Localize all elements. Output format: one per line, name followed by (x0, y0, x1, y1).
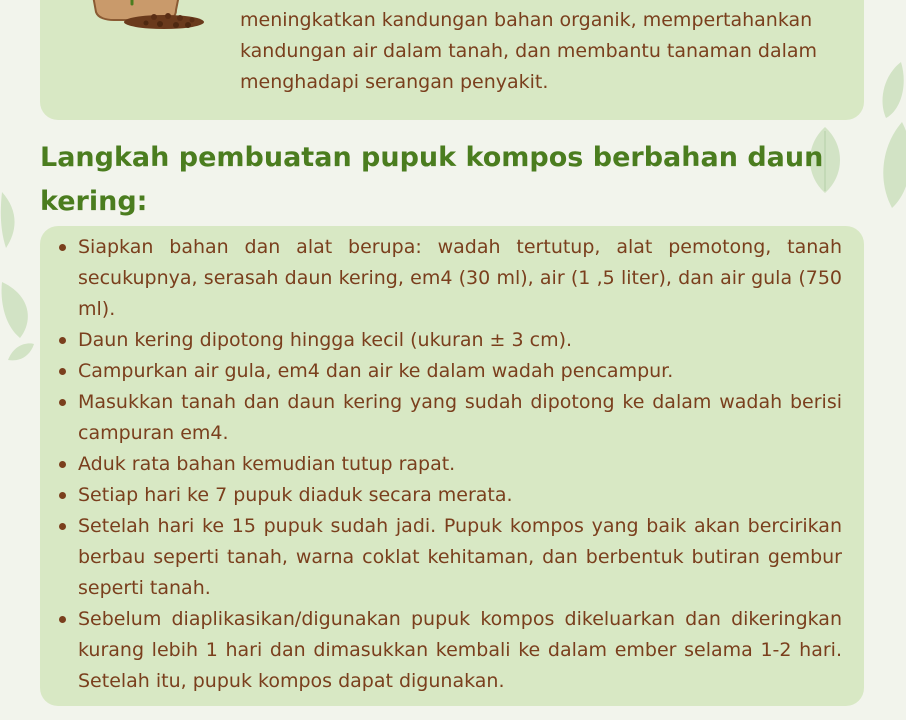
section-heading: Langkah pembuatan pupuk kompos berbahan daun kering: (40, 142, 824, 217)
leaf-icon (876, 60, 906, 120)
leaf-icon (0, 280, 36, 340)
list-item: Setiap hari ke 7 pupuk diaduk secara merata. (56, 480, 842, 511)
list-item: Daun kering dipotong hingga kecil (ukuran ± 3 cm). (56, 325, 842, 356)
list-item: Campurkan air gula, em4 dan air ke dalam wadah pencampur. (56, 356, 842, 387)
leaf-icon (6, 340, 36, 364)
intro-line: menghadapi serangan penyakit. (240, 71, 549, 93)
list-item: Setelah hari ke 15 pupuk sudah jadi. Pupuk kompos yang baik akan bercirikan berbau seperti tanah, warna coklat kehitaman, dan berbentuk butiran gembur seperti tanah. (56, 511, 842, 604)
compost-sack-icon (84, 0, 214, 38)
list-item: Aduk rata bahan kemudian tutup rapat. (56, 449, 842, 480)
intro-text (240, 5, 850, 98)
list-item: Sebelum diaplikasikan/digunakan pupuk kompos dikeluarkan dan dikeringkan kurang lebih 1 hari dan dimasukkan kembali ke dalam ember selama 1-2 hari. Setelah itu, pupuk kompos dapat digunakan. (56, 604, 842, 697)
leaf-icon (0, 190, 20, 250)
steps-list (56, 232, 842, 697)
list-item: Siapkan bahan dan alat berupa: wadah tertutup, alat pemotong, tanah secukupnya, serasah daun kering, em4 (30 ml), air (1 ,5 liter), dan air gula (750 ml). (56, 232, 842, 325)
intro-line: meningkatkan kandungan bahan organik, mempertahankan (240, 9, 813, 31)
list-item: Masukkan tanah dan daun kering yang sudah dipotong ke dalam wadah berisi campuran em4. (56, 387, 842, 449)
leaf-icon (872, 120, 906, 210)
intro-line: kandungan air dalam tanah, dan membantu tanaman dalam (240, 40, 818, 62)
